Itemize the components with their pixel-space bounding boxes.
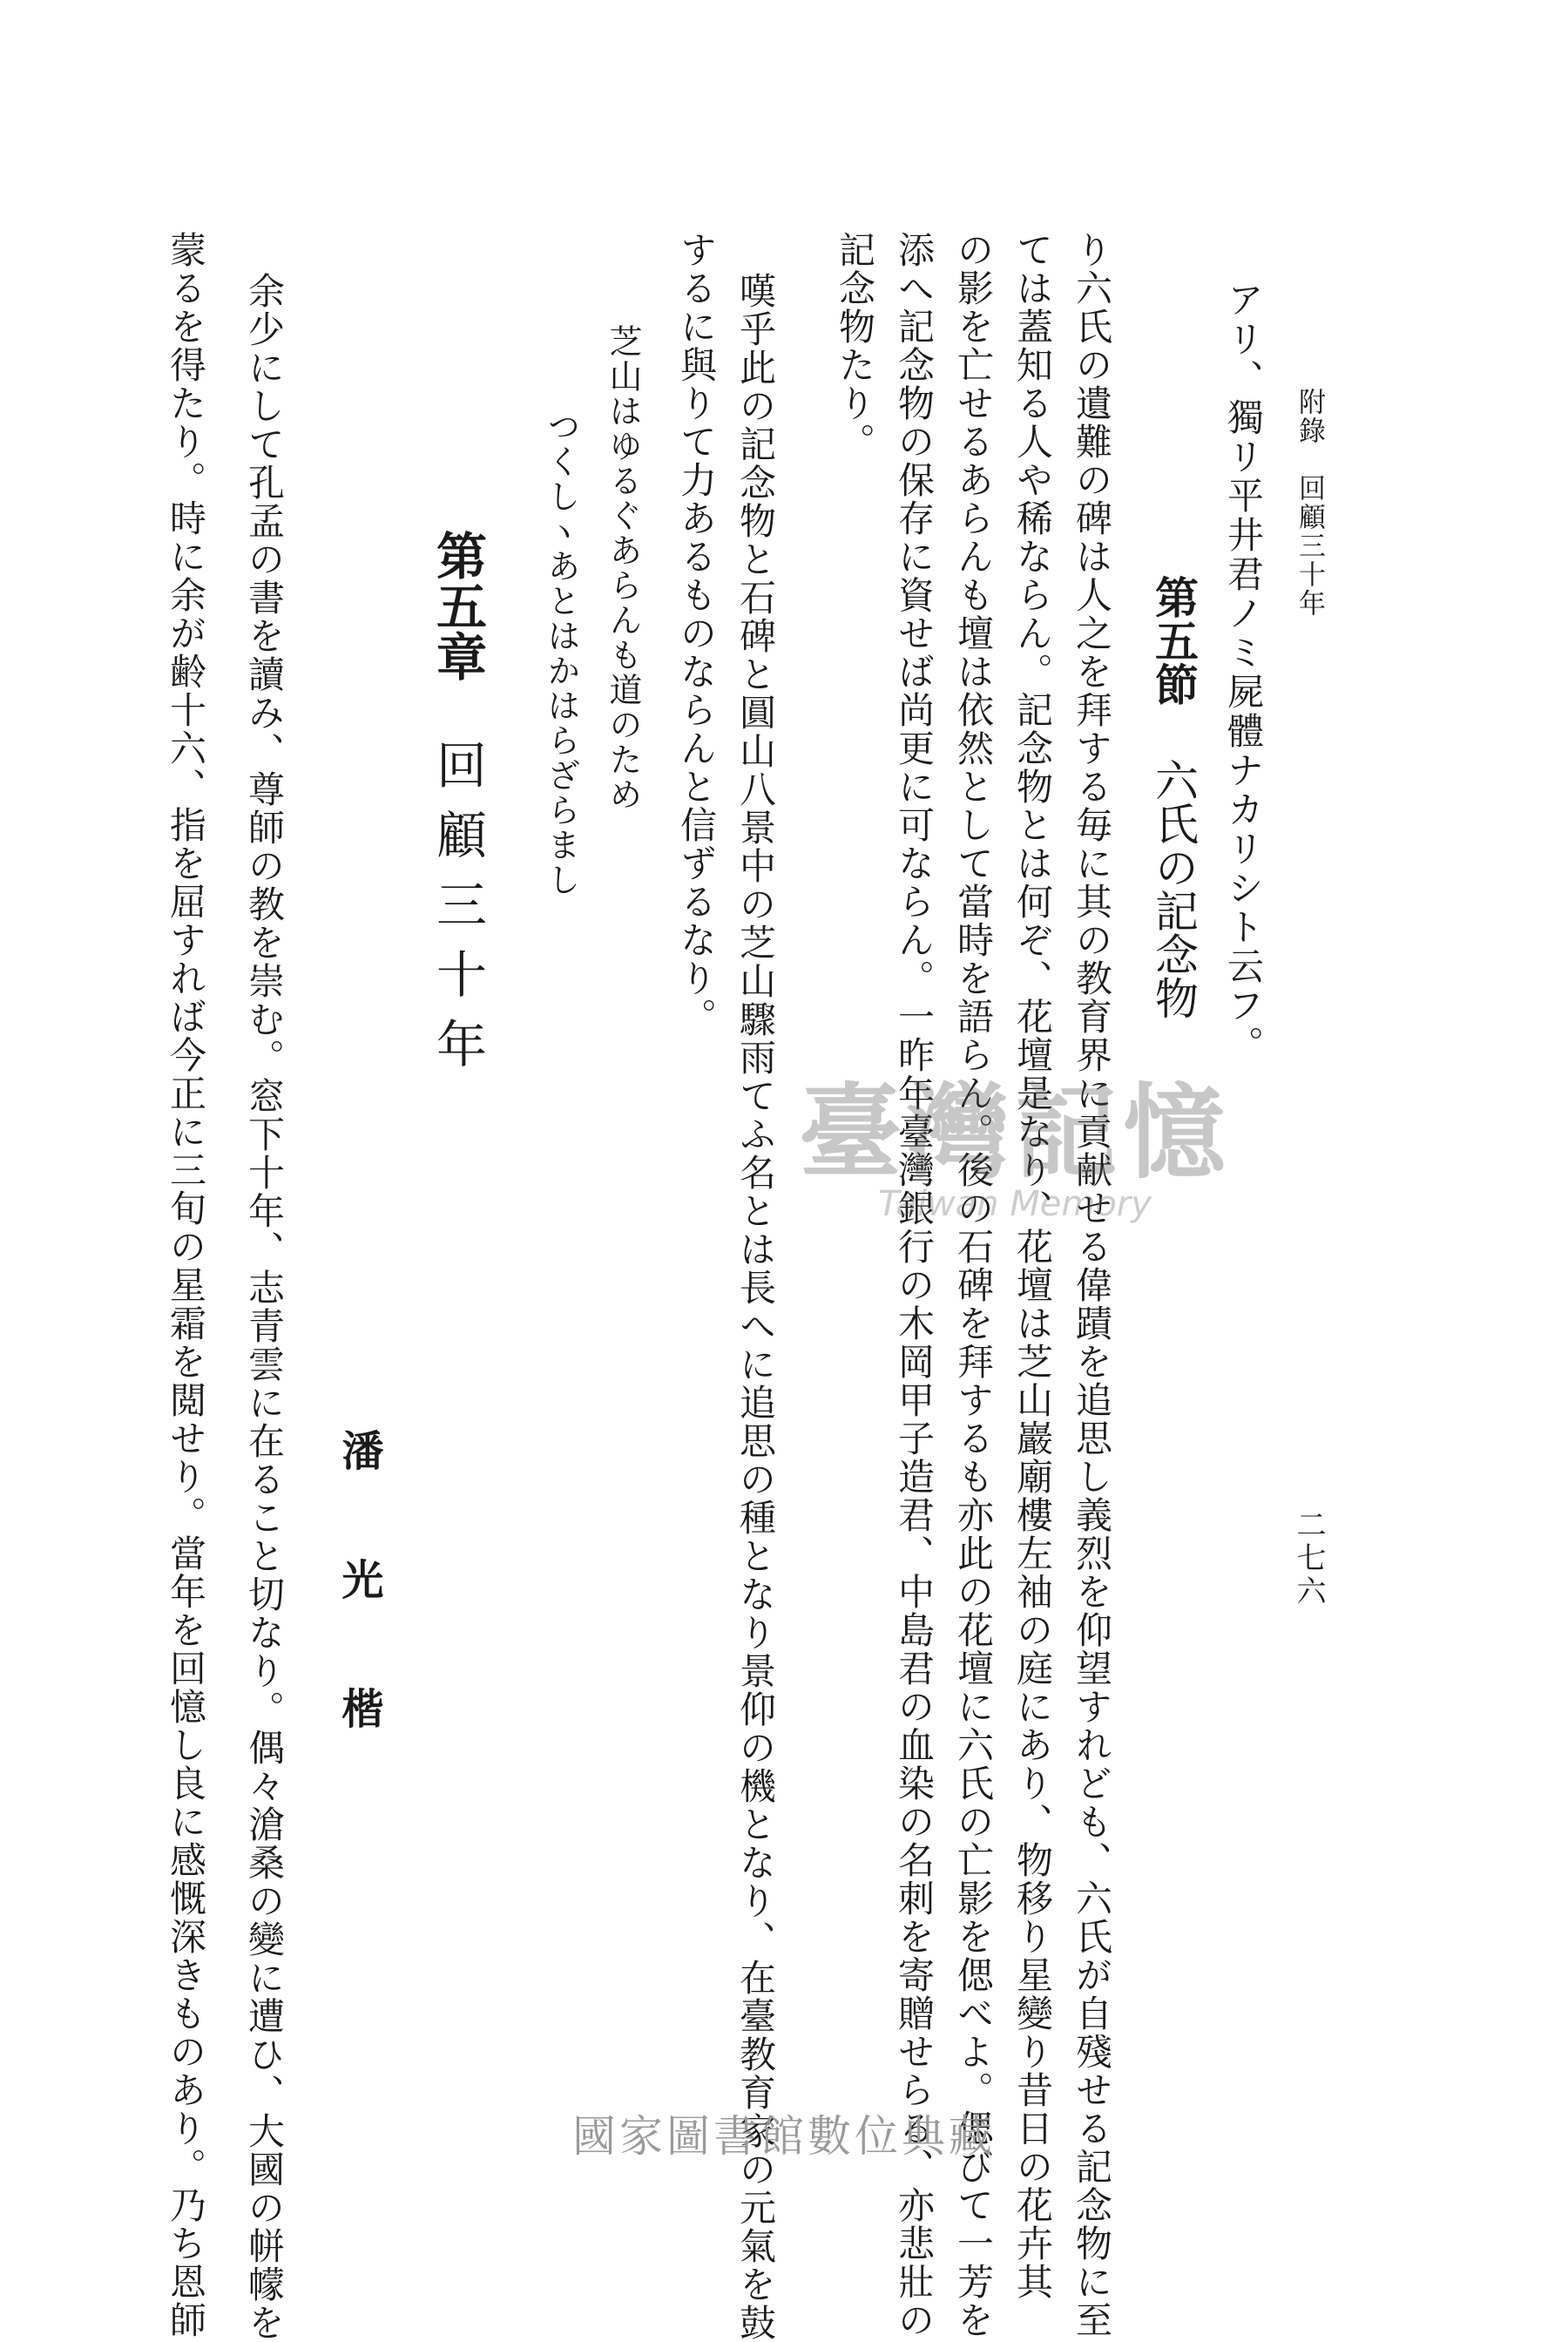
watermark-title: 臺灣記憶 [798,1072,1231,1193]
chapter-paragraph-line: 蒙るを得たり。時に余が齢十六、指を屈すれば今正に三旬の星霜を閲せり。當年を回憶し良に感慨深きものあり。乃ち恩師 [165,231,207,2339]
section-paragraph-line: の影を亡せるあらんも壇は依然として當時を語らん。後の石碑を拜するも亦此の花壇に六氏の亡影を偲べよ。偲びて一芳を [952,231,995,2339]
chapter-paragraph-line: 余少にして孔孟の書を讀み、尊師の教を崇む。窓下十年、志青雲に在ること切なり。偶々滄桑の變に遭ひ、大國の帡幪を [243,272,286,2342]
section-paragraph-line: ては蓋知る人や稀ならん。記念物とは何ぞ、花壇是なり、花壇は芝山巖廟樓左袖の庭にあり、物移り星變り昔日の花卉其 [1011,231,1054,2301]
watermark-subtitle: Taiwan Memory [878,1183,1152,1224]
section-heading [1148,575,1200,1019]
section-paragraph-line: り六氏の遺難の碑は人之を拜する毎に其の教育界に貢献せる偉蹟を追思し義烈を仰望すれども、六氏が自殘せる記念物に至 [1071,231,1113,2339]
chapter-label: 第五章 [428,530,487,681]
section-title: 六氏の記念物 [1148,758,1199,1019]
section-paragraph-line: するに與りて力あるものならんと信ずるなり。 [675,231,718,1036]
section-label: 第五節 [1148,575,1200,706]
page-number: 二七六 [1291,1509,1326,1608]
section-paragraph-line: 嘆乎此の記念物と石碑と圓山八景中の芝山驟雨てふ名とは長へに追思の種となり景仰の機となり、在臺教育家の元氣を鼓 [734,272,777,2342]
poem-line: つくしヽあとはかはらざらまし [542,410,580,897]
poem-line: 芝山はゆるぐあらんも道のため [604,324,642,812]
footer-credit: 國家圖書館數位典藏 [572,2111,996,2162]
chapter-title: 回顧三十年 [428,739,487,1087]
running-header: 附錄 回顧三十年 [1294,388,1325,618]
section-paragraph-line: 記念物たり。 [834,231,876,461]
chapter-author: 潘 光 楷 [335,1429,383,1751]
section-paragraph-line: 添へ記念物の保存に資せば尚更に可ならん。一昨年臺灣銀行の木岡甲子造君、中島君の血染の名刺を寄贈せらる、亦悲壯の [893,231,936,2339]
section-prev-tail: アリ、獨リ平井君ノミ屍體ナカリシト云フ。 [1222,281,1265,1065]
chapter-heading [428,530,487,1087]
